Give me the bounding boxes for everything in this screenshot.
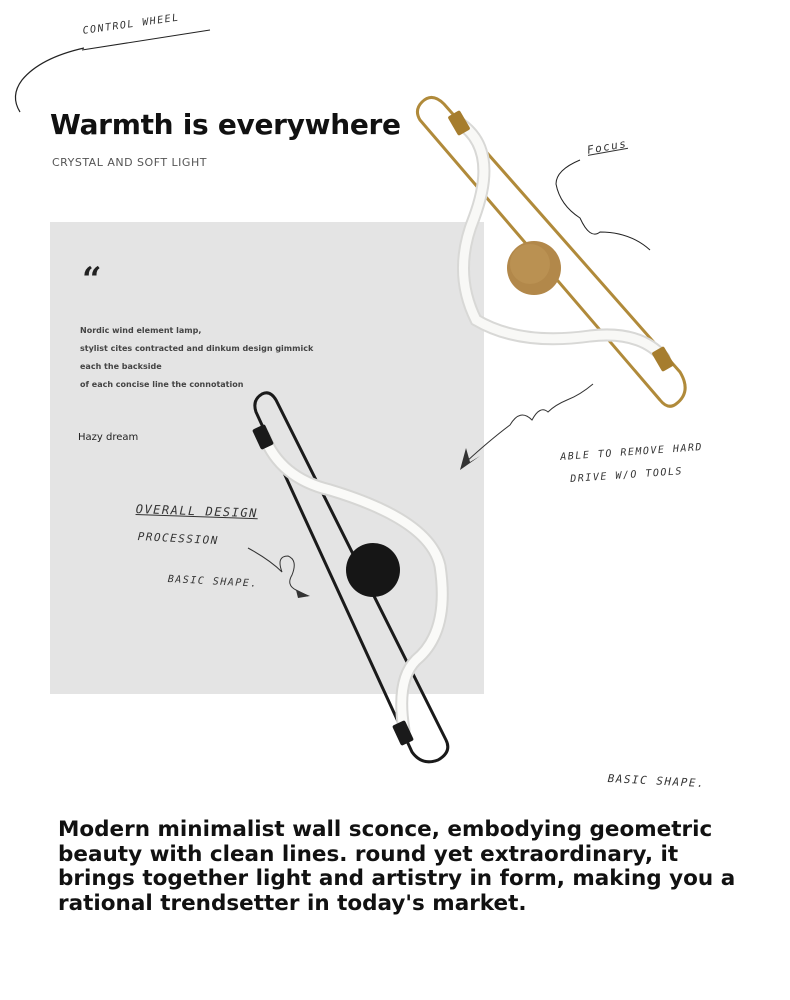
control-wheel-underline xyxy=(82,30,210,50)
page-title: Warmth is everywhere xyxy=(50,108,401,141)
description-line-4: of each concise line the connotation xyxy=(80,380,244,389)
tagline: Hazy dream xyxy=(78,432,139,443)
description-line-1: Nordic wind element lamp, xyxy=(80,326,202,335)
product-caption: Modern minimalist wall sconce, embodying geometric beauty with clean lines. round yet extraordinary, it brings together light and artistry in form, making you a rational trendsetter in today's market. xyxy=(58,817,736,916)
note-focus: Focus xyxy=(586,136,629,157)
basic-shape-arrowhead xyxy=(296,590,310,598)
note-overall-design: OVERALL DESIGN xyxy=(135,502,259,521)
description-line-2: stylist cites contracted and dinkum design gimmick xyxy=(80,344,314,353)
control-wheel-curve xyxy=(15,48,84,112)
arrow-to-lamp xyxy=(466,384,593,462)
focus-curve xyxy=(556,160,650,250)
note-remove-line-1: ABLE TO REMOVE HARD xyxy=(560,442,704,463)
black-lamp xyxy=(252,393,448,762)
basic-shape-loop xyxy=(248,548,308,596)
note-control-wheel: CONTROL WHEEL xyxy=(82,12,181,37)
description-line-3: each the backside xyxy=(80,362,162,371)
note-procession: PROCESSION xyxy=(137,530,220,548)
note-basic-shape-small: BASIC SHAPE. xyxy=(167,574,259,590)
page-subtitle: CRYSTAL AND SOFT LIGHT xyxy=(52,156,207,169)
quote-icon: “ xyxy=(82,260,102,300)
note-remove-line-2: DRIVE W/O TOOLS xyxy=(570,466,684,485)
note-basic-shape-bottom: BASIC SHAPE. xyxy=(607,772,706,791)
gold-lamp xyxy=(417,97,685,406)
